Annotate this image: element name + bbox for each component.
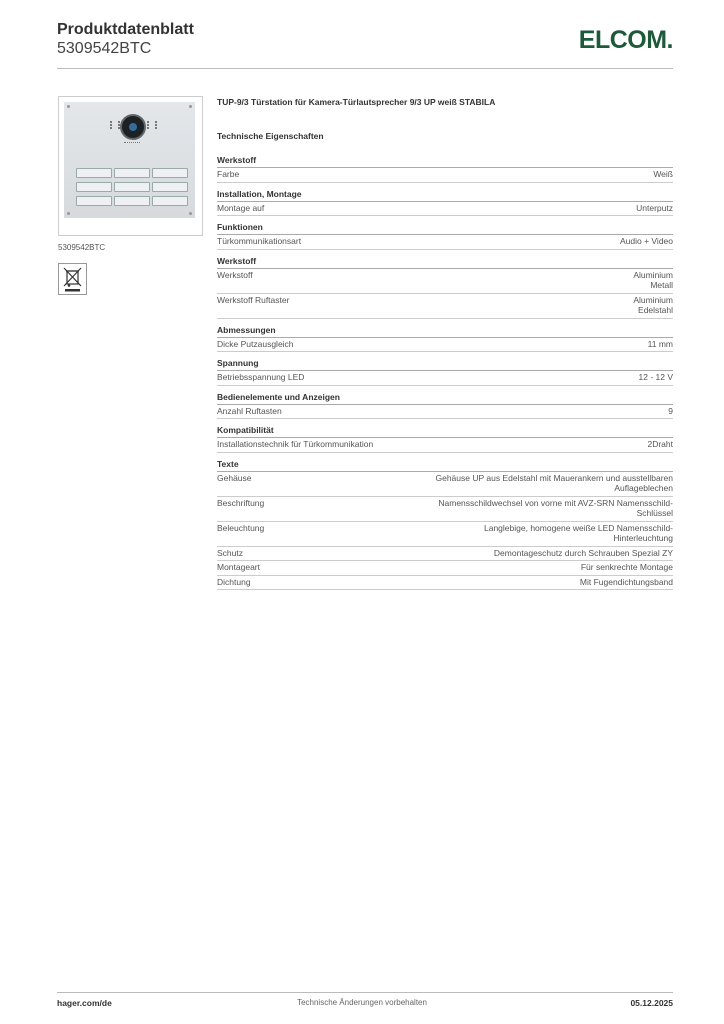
spec-group-title: Bedienelemente und Anzeigen <box>217 391 673 405</box>
spec-value: Gehäuse UP aus Edelstahl mit Mauerankern und ausstellbaren Auflageblechen <box>435 472 673 493</box>
spec-key: Dichtung <box>217 576 251 587</box>
spec-groups <box>217 154 673 590</box>
spec-row <box>217 338 673 353</box>
spec-row <box>217 235 673 250</box>
brand-logo: ELCOM. <box>578 26 673 54</box>
page-header <box>57 20 673 70</box>
spec-value: Aluminium Metall <box>633 269 673 290</box>
spec-group <box>217 391 673 420</box>
header-divider <box>57 68 673 69</box>
footer-date: 05.12.2025 <box>630 998 673 1008</box>
spec-content <box>217 97 673 590</box>
spec-group <box>217 255 673 319</box>
nameplate-button <box>76 168 112 178</box>
spec-value: Demontageschutz durch Schrauben Spezial ZY <box>493 547 673 558</box>
nameplate-button <box>114 182 150 192</box>
camera-icon <box>120 114 146 140</box>
nameplate-button <box>152 196 188 206</box>
spec-group-title: Abmessungen <box>217 324 673 338</box>
footer-website: hager.com/de <box>57 998 112 1008</box>
spec-key: Anzahl Ruftasten <box>217 405 282 416</box>
spec-row <box>217 202 673 217</box>
spec-key: Beschriftung <box>217 497 265 508</box>
spec-group-title: Funktionen <box>217 221 673 235</box>
spec-row <box>217 294 673 319</box>
screw-icon <box>189 212 192 215</box>
crossed-out-wheeled-bin-icon <box>58 263 87 295</box>
spec-group <box>217 357 673 386</box>
spec-group <box>217 188 673 217</box>
nameplate-button <box>114 196 150 206</box>
section-title: Technische Eigenschaften <box>217 131 324 141</box>
footer-notice: Technische Änderungen vorbehalten <box>297 998 427 1007</box>
footer-divider <box>57 992 673 993</box>
spec-row <box>217 472 673 497</box>
spec-row <box>217 522 673 547</box>
spec-value: Aluminium Edelstahl <box>633 294 673 315</box>
spec-key: Schutz <box>217 547 243 558</box>
spec-key: Dicke Putzausgleich <box>217 338 294 349</box>
speaker-grille-icon <box>147 121 157 129</box>
spec-group-title: Texte <box>217 458 673 472</box>
spec-key: Beleuchtung <box>217 522 265 533</box>
spec-group-title: Installation, Montage <box>217 188 673 202</box>
nameplate-button <box>76 182 112 192</box>
article-number: 5309542BTC <box>57 40 152 57</box>
spec-group-title: Spannung <box>217 357 673 371</box>
spec-key: Montageart <box>217 562 260 572</box>
spec-key: Werkstoff Ruftaster <box>217 294 290 305</box>
spec-key: Gehäuse <box>217 472 252 483</box>
spec-row <box>217 497 673 522</box>
nameplate-button <box>114 168 150 178</box>
spec-group <box>217 324 673 353</box>
screw-icon <box>67 105 70 108</box>
spec-value: Audio + Video <box>619 236 673 246</box>
spec-value: Weiß <box>653 169 673 179</box>
spec-value: Unterputz <box>636 202 673 213</box>
document-title: Produktdatenblatt <box>57 21 194 38</box>
spec-row <box>217 576 673 591</box>
spec-key: Türkommunikationsart <box>217 236 302 246</box>
spec-row <box>217 561 673 576</box>
image-caption: 5309542BTC <box>58 243 106 252</box>
microphone-grille-icon <box>110 121 120 129</box>
nameplate-button <box>152 182 188 192</box>
nameplate-button <box>76 196 112 206</box>
spec-value: 11 mm <box>647 338 673 349</box>
camera-lens-icon <box>129 123 137 131</box>
spec-key: Betriebsspannung LED <box>217 372 305 382</box>
product-image <box>58 96 203 236</box>
spec-row <box>217 371 673 386</box>
spec-key: Werkstoff <box>217 269 253 280</box>
spec-group <box>217 424 673 453</box>
nameplate-button <box>152 168 188 178</box>
spec-group-title: Werkstoff <box>217 255 673 269</box>
spec-value: Namensschildwechsel von vorne mit AVZ-SRN Namensschild- Schlüssel <box>438 497 673 518</box>
spec-row <box>217 168 673 183</box>
door-station-panel <box>64 102 195 218</box>
spec-group <box>217 154 673 183</box>
spec-row <box>217 405 673 420</box>
spec-key: Montage auf <box>217 202 265 213</box>
spec-value: 2Draht <box>647 439 673 449</box>
spec-group <box>217 458 673 591</box>
spec-value: 9 <box>668 405 673 416</box>
spec-row <box>217 547 673 562</box>
product-title: TUP-9/3 Türstation für Kamera-Türlautsprecher 9/3 UP weiß STABILA <box>217 97 496 107</box>
spec-value: Für senkrechte Montage <box>580 562 673 572</box>
speaker-slot-icon <box>124 142 140 146</box>
spec-value: Langlebige, homogene weiße LED Namensschild- Hinterleuchtung <box>484 522 673 543</box>
spec-row <box>217 269 673 294</box>
screw-icon <box>189 105 192 108</box>
spec-key: Farbe <box>217 169 240 179</box>
spec-row <box>217 438 673 453</box>
spec-group-title: Kompatibilität <box>217 424 673 438</box>
screw-icon <box>67 212 70 215</box>
spec-value: Mit Fugendichtungsband <box>579 576 673 587</box>
spec-value: 12 - 12 V <box>638 372 673 382</box>
spec-key: Installationstechnik für Türkommunikation <box>217 439 374 449</box>
spec-group <box>217 221 673 250</box>
spec-group-title: Werkstoff <box>217 154 673 168</box>
